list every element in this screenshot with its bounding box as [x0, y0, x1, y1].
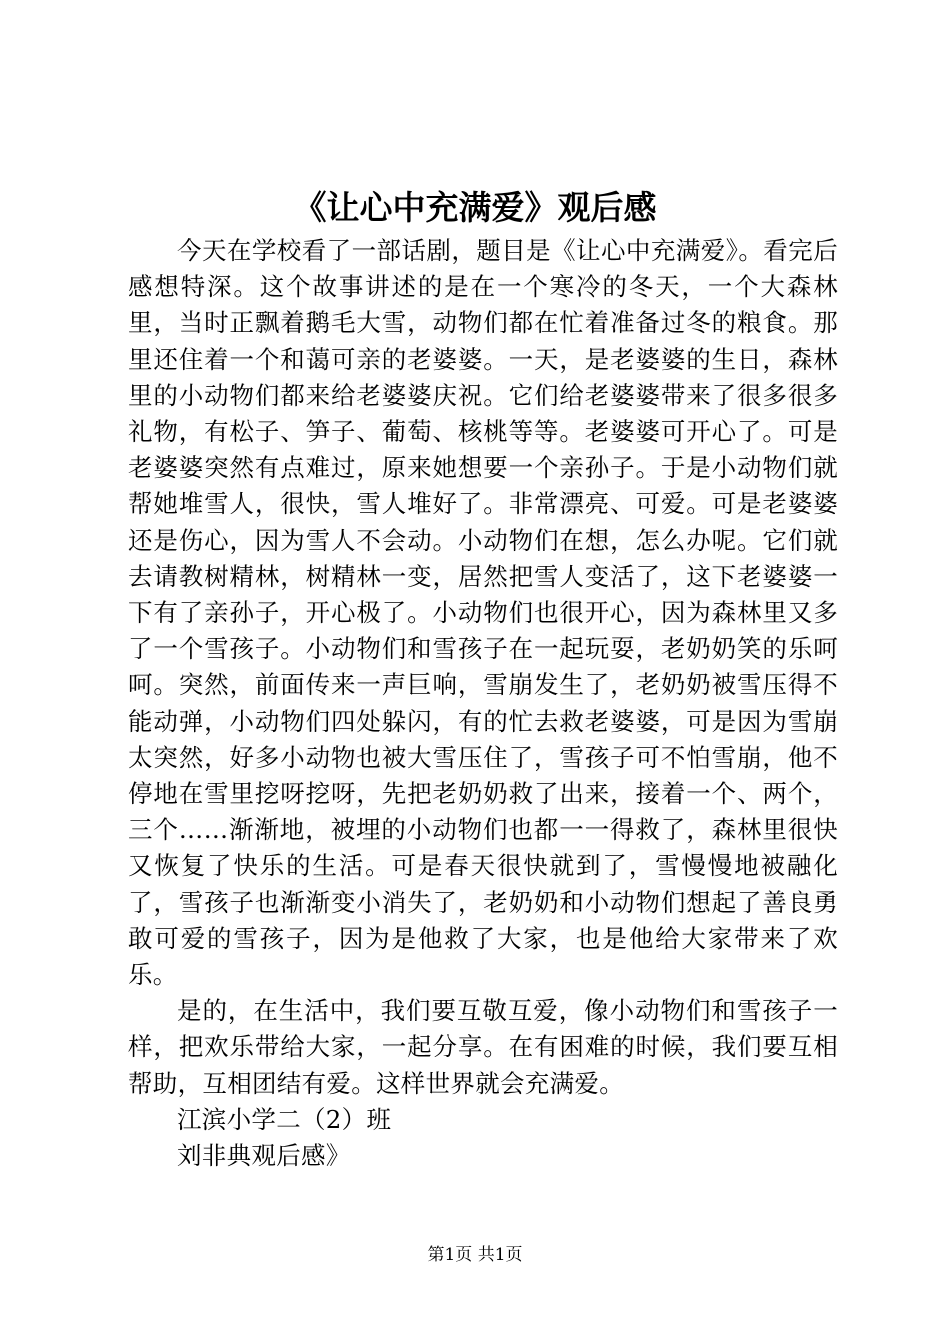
document-title: 《让心中充满爱》观后感: [293, 188, 657, 227]
signature-class: 江滨小学二（2）班: [177, 1104, 392, 1134]
body-paragraph: 是的，在生活中，我们要互敬互爱，像小动物们和雪孩子一样，把欢乐带给大家，一起分享。在有困难的时候，我们要互相帮助，互相团结有爱。这样世界就会充满爱。: [128, 996, 838, 1098]
signature-name: 刘非典观后感》: [177, 1141, 351, 1171]
page-footer: 第1页 共1页: [427, 1245, 523, 1265]
document-body: [128, 233, 838, 1174]
body-paragraph: 今天在学校看了一部话剧，题目是《让心中充满爱》。看完后感想特深。这个故事讲述的是在一个寒冷的冬天，一个大森林里，当时正飘着鹅毛大雪，动物们都在忙着准备过冬的粮食。那里还住着一个和蔼可亲的老婆婆。一天，是老婆婆的生日，森林里的小动物们都来给老婆婆庆祝。它们给老婆婆带来了很多很多礼物，有松子、笋子、葡萄、核桃等等。老婆婆可开心了。可是老婆婆突然有点难过，原来她想要一个亲孙子。于是小动物们就帮她堆雪人，很快，雪人堆好了。非常漂亮、可爱。可是老婆婆还是伤心，因为雪人不会动。小动物们在想，怎么办呢。它们就去请教树精林，树精林一变，居然把雪人变活了，这下老婆婆一下有了亲孙子，开心极了。小动物们也很开心，因为森林里又多了一个雪孩子。小动物们和雪孩子在一起玩耍，老奶奶笑的乐呵呵。突然，前面传来一声巨响，雪崩发生了，老奶奶被雪压得不能动弹，小动物们四处躲闪，有的忙去救老婆婆，可是因为雪崩太突然，好多小动物也被大雪压住了，雪孩子可不怕雪崩，他不停地在雪里挖呀挖呀，先把老奶奶救了出来，接着一个、两个，三个……渐渐地，被埋的小动物们也都一一得救了，森林里很快又恢复了快乐的生活。可是春天很快就到了，雪慢慢地被融化了，雪孩子也渐渐变小消失了，老奶奶和小动物们想起了善良勇敢可爱的雪孩子，因为是他救了大家，也是他给大家带来了欢乐。: [128, 236, 838, 990]
